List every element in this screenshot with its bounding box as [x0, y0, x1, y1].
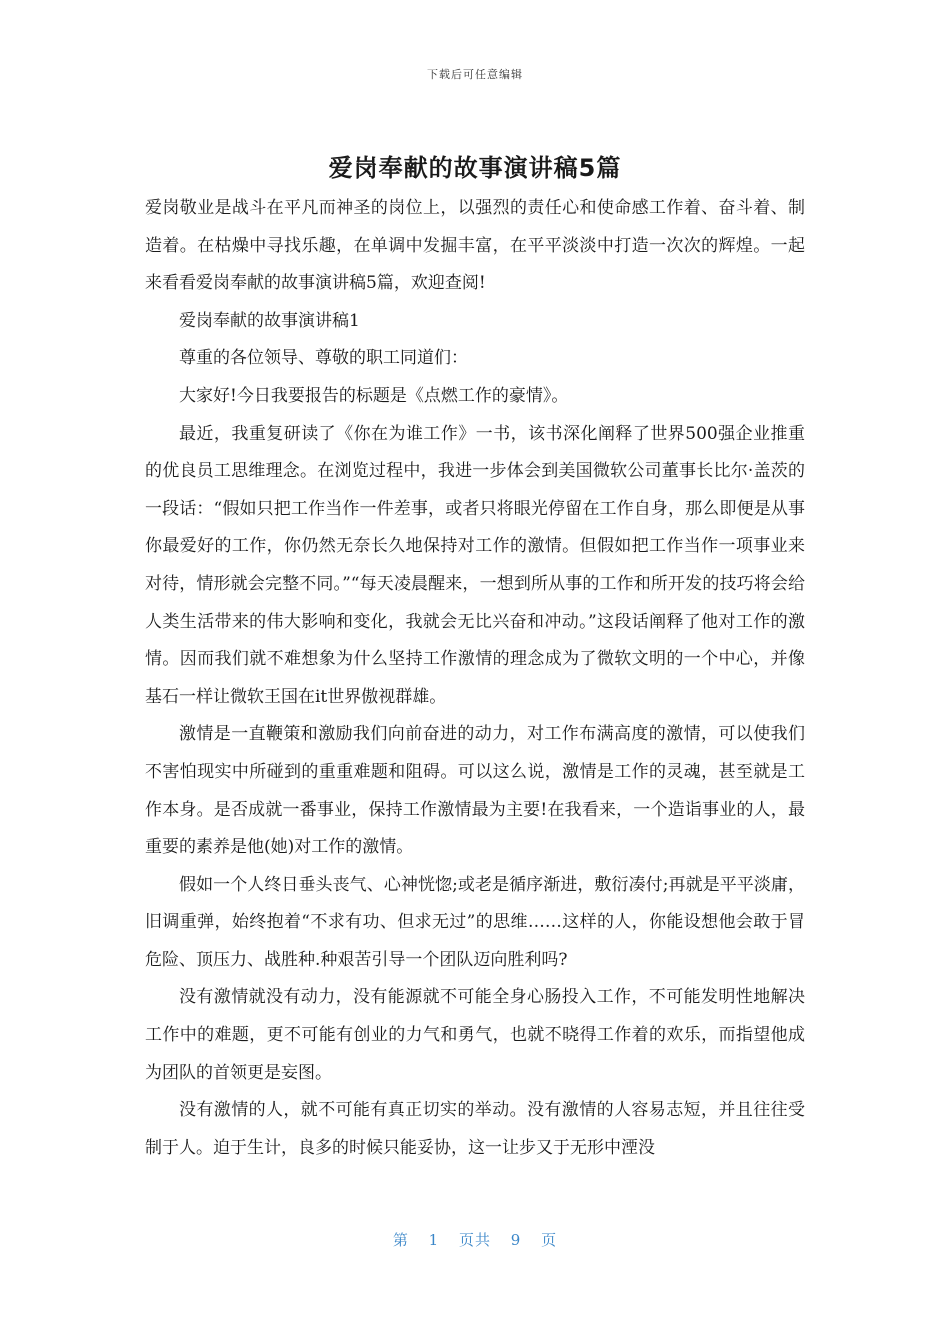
download-note: 下载后可任意编辑	[427, 68, 523, 81]
section-heading: 爱岗奉献的故事演讲稿1	[179, 310, 360, 331]
body-paragraph: 没有激情的人，就不可能有真正切实的举动。没有激情的人容易志短，并且往往受制于人。迫于生计，良多的时候只能妥协，这一让步又于无形中湮没	[145, 1100, 805, 1158]
document-title: 爱岗奉献的故事演讲稿5篇	[328, 154, 622, 182]
body-paragraph: 激情是一直鞭策和激励我们向前奋进的动力，对工作布满高度的激情，可以使我们不害怕现实中所碰到的重重难题和阻碍。可以这么说，激情是工作的灵魂，甚至就是工作本身。是否成就一番事业，保持工作激情最为主要!在我看来，一个造诣事业的人，最重要的素养是他(她)对工作的激情。	[145, 724, 805, 858]
body-paragraph: 假如一个人终日垂头丧气、心神恍惚;或老是循序渐进，敷衍凑付;再就是平平淡庸，旧调重弹，始终抱着“不求有功、但求无过”的思维……这样的人，你能设想他会敢于冒危险、顶压力、战胜种.种艰苦引导一个团队迈向胜利吗?	[145, 874, 805, 970]
intro-paragraph: 爱岗敬业是战斗在平凡而神圣的岗位上，以强烈的责任心和使命感工作着、奋斗着、制造着。在枯燥中寻找乐趣，在单调中发掘丰富，在平平淡淡中打造一次次的辉煌。一起来看看爱岗奉献的故事演讲稿5篇，欢迎查阅!	[145, 198, 805, 294]
page-number: 第 1 页共 9 页	[392, 1231, 558, 1249]
document-body	[145, 190, 805, 1167]
body-paragraph: 最近，我重复研读了《你在为谁工作》一书，该书深化阐释了世界500强企业推重的优良员工思维理念。在浏览过程中，我进一步体会到美国微软公司董事长比尔·盖茨的一段话：“假如只把工作当作一件差事，或者只将眼光停留在工作自身，那么即便是从事你最爱好的工作，你仍然无奈长久地保持对工作的激情。但假如把工作当作一项事业来对待，情形就会完整不同。”“每天凌晨醒来，一想到所从事的工作和所开发的技巧将会给人类生活带来的伟大影响和变化，我就会无比兴奋和冲动。”这段话阐释了他对工作的激情。因而我们就不难想象为什么坚持工作激情的理念成为了微软文明的一个中心，并像基石一样让微软王国在it世界傲视群雄。	[145, 423, 805, 707]
body-paragraph: 没有激情就没有动力，没有能源就不可能全身心肠投入工作，不可能发明性地解决工作中的难题，更不可能有创业的力气和勇气，也就不晓得工作着的欢乐，而指望他成为团队的首领更是妄图。	[145, 987, 805, 1083]
salutation: 尊重的各位领导、尊敬的职工同道们：	[179, 348, 468, 369]
greeting: 大家好!今日我要报告的标题是《点燃工作的豪情》。	[179, 385, 569, 406]
